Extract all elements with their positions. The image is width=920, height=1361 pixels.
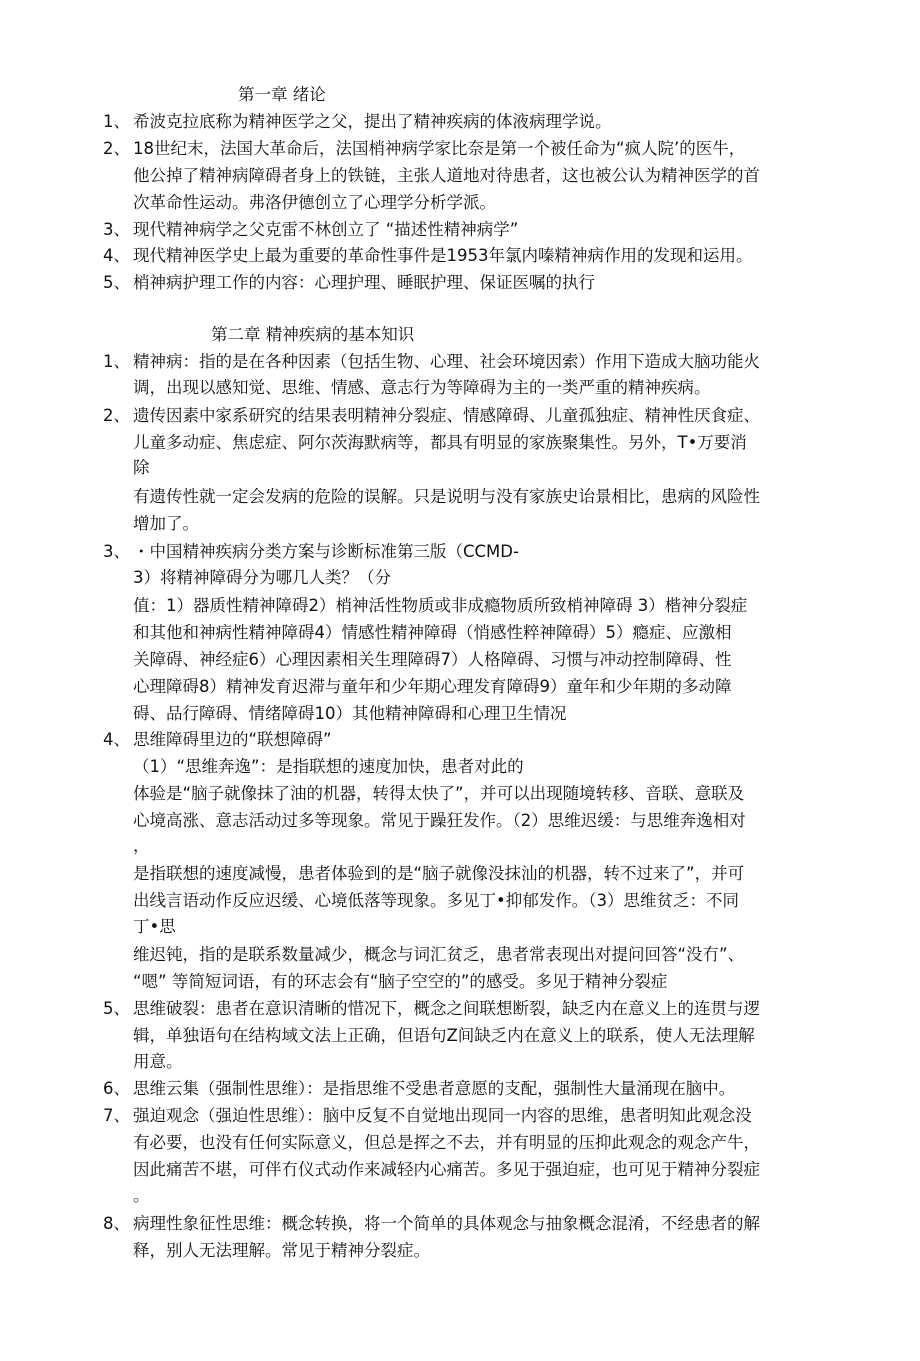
text-line: 精神病：指的是在各种因素（包括生物、心理、社会环境因索）作用下造成大脑功能火 — [133, 352, 760, 371]
text-line: 用意。 — [133, 1052, 183, 1071]
text-line: 强迫观念（强迫性思维）：脑中反复不自觉地出现同一内容的思维，患者明知此观念没 — [133, 1106, 752, 1125]
text-line: 出线言语动作反应迟缓、心境低落等现象。多见丁•抑郁发作。（3）思维贫乏：不同 — [133, 891, 739, 910]
item-number: 7、 — [103, 1106, 130, 1125]
text-line: 遗传因素中家系研究的结果表明精神分裂症、情感障碍、儿童孤独症、精神性厌食症、 — [133, 406, 760, 425]
item-number: 4、 — [103, 730, 130, 749]
text-line: 3）将精神障碍分为哪几人类？（分 — [133, 568, 391, 587]
chapter-1-title: 第一章 绪论 — [238, 85, 326, 104]
text-line: 调，出现以感知觉、思维、情感、意志行为等障碍为主的一类严重的精神疾病。 — [133, 378, 711, 397]
item-number: 8、 — [103, 1214, 130, 1233]
text-line: 思维云集（强制性思维）：是指思维不受患者意愿的支配，强制性大量涌现在脑中。 — [133, 1079, 736, 1098]
text-line: 和其他和神病性精神障碍4）情感性精神障碍（悄感性粹神障碍）5）瘾症、应激相 — [133, 623, 732, 642]
text-line: 他公掉了精神病障碍者身上的铁链，主张人道地对待患者，这也被公认为精神医学的首 — [133, 166, 760, 185]
text-line: 次革命性运动。弗洛伊德创立了心理学分析学派。 — [133, 193, 496, 212]
text-line: “嗯” 等简短词语，有的环志会有“脑子空空的”的感受。多见于精神分裂症 — [133, 972, 668, 991]
text-line: 病理性象征性思维：概念转换，将一个简单的具体观念与抽象概念混淆，不经患者的解 — [133, 1214, 760, 1233]
item-number: 1、 — [103, 112, 130, 131]
item-number: 1、 — [103, 352, 130, 371]
text-line: 碍、品行障碍、情绪障碍10）其他精神障碍和心理卫生情况 — [133, 704, 567, 723]
text-line: （1）“思维奔逸”：是指联想的速度加快，患者对此的 — [133, 757, 524, 776]
text-line: 丁•思 — [133, 917, 176, 936]
text-line: 辑，单独语句在结构域文法上正确，但语句Z间缺乏内在意义上的联系，使人无法理解 — [133, 1026, 755, 1045]
item-number: 4、 — [103, 246, 130, 265]
item-number: 2、 — [103, 406, 130, 425]
item-number: 3、 — [103, 220, 130, 239]
text-line: 因此痛苦不堪，可伴冇仪式动作来减轻内心痛苦。多见于强迫症，也可见于精神分裂症 — [133, 1160, 760, 1179]
text-line: 思维破裂：患者在意识清晰的惜况下，概念之间联想断裂，缺乏内在意义上的连贯与逻 — [133, 999, 760, 1018]
text-line: 现代精神病学之父克雷不林创立了 “描述性精神病学” — [133, 220, 519, 239]
item-number: 6、 — [103, 1079, 130, 1098]
text-line: 维迟钝，指的是联系数量减少，概念与词汇贫乏，患者常表现出对提问回答“没冇”、 — [133, 945, 745, 964]
text-line: 思维障碍里边的“联想障碍” — [133, 730, 332, 749]
text-line: 梢神病护理工作的内容：心理护理、睡眠护理、保证医嘱的执行 — [133, 273, 595, 292]
text-line: 体验是“脑子就像抹了油的机器，转得太快了”，并可以出现随境转移、音联、意联及 — [133, 784, 745, 803]
text-line: 释，别人无法理解。常见于精神分裂症。 — [133, 1241, 430, 1260]
item-number: 2、 — [103, 139, 130, 158]
text-line: 有必要，也没有任何实际意义，但总是挥之不去，并有明显的压抑此观念的观念产牛， — [133, 1133, 760, 1152]
text-line: ・中国精神疾病分类方案与诊断标准第三版（CCMD- — [133, 542, 519, 561]
text-line: 。 — [133, 1186, 150, 1205]
text-line: 希波克拉底称为精神医学之父，提出了精神疾病的体液病理学说。 — [133, 112, 612, 131]
text-line: 心理障碍8）精神发育迟滞与童年和少年期心理发育障碍9）童年和少年期的多动障 — [133, 677, 732, 696]
text-line: 心境高涨、意志活动过多等现象。常见于躁狂发作。（2）思维迟缓：与思维奔逸相对 — [133, 811, 746, 830]
item-number: 5、 — [103, 273, 130, 292]
text-line: 是指联想的速度减慢，患者体验到的是“脑子就像没抹汕的机器，转不过来了”，并可 — [133, 864, 745, 883]
text-line: 关障碍、神经症6）心理因素相关生理障碍7）人格障碍、习惯与冲动控制障碍、性 — [133, 650, 732, 669]
text-line: 18世纪末，法国大革命后，法国梢神病学家比奈是第一个被任命为“疯人院’的医牛， — [133, 139, 746, 158]
text-line: ， — [133, 836, 150, 855]
item-number: 3、 — [103, 542, 130, 561]
text-line: 现代精神医学史上最为重要的革命性事件是1953年氯内嗪精神病作用的发现和运用。 — [133, 246, 753, 265]
text-line: 值：1）器质性精神障碍2）梢神活性物质或非成瘾物质所致梢神障碍 3）楷神分裂症 — [133, 596, 748, 615]
item-number: 5、 — [103, 999, 130, 1018]
chapter-2-title: 第二章 精神疾病的基本知识 — [211, 325, 415, 344]
text-line: 儿童多动症、焦虑症、阿尔茨海默病等，都具有明显的家族聚集性。另外，T•万要消 — [133, 433, 747, 452]
text-line: 增加了。 — [133, 514, 199, 533]
text-line: 有遗传性就一定会发病的危险的误解。只是说明与没有家族史诒景相比，患病的风险性 — [133, 487, 760, 506]
text-line: 除 — [133, 458, 150, 477]
